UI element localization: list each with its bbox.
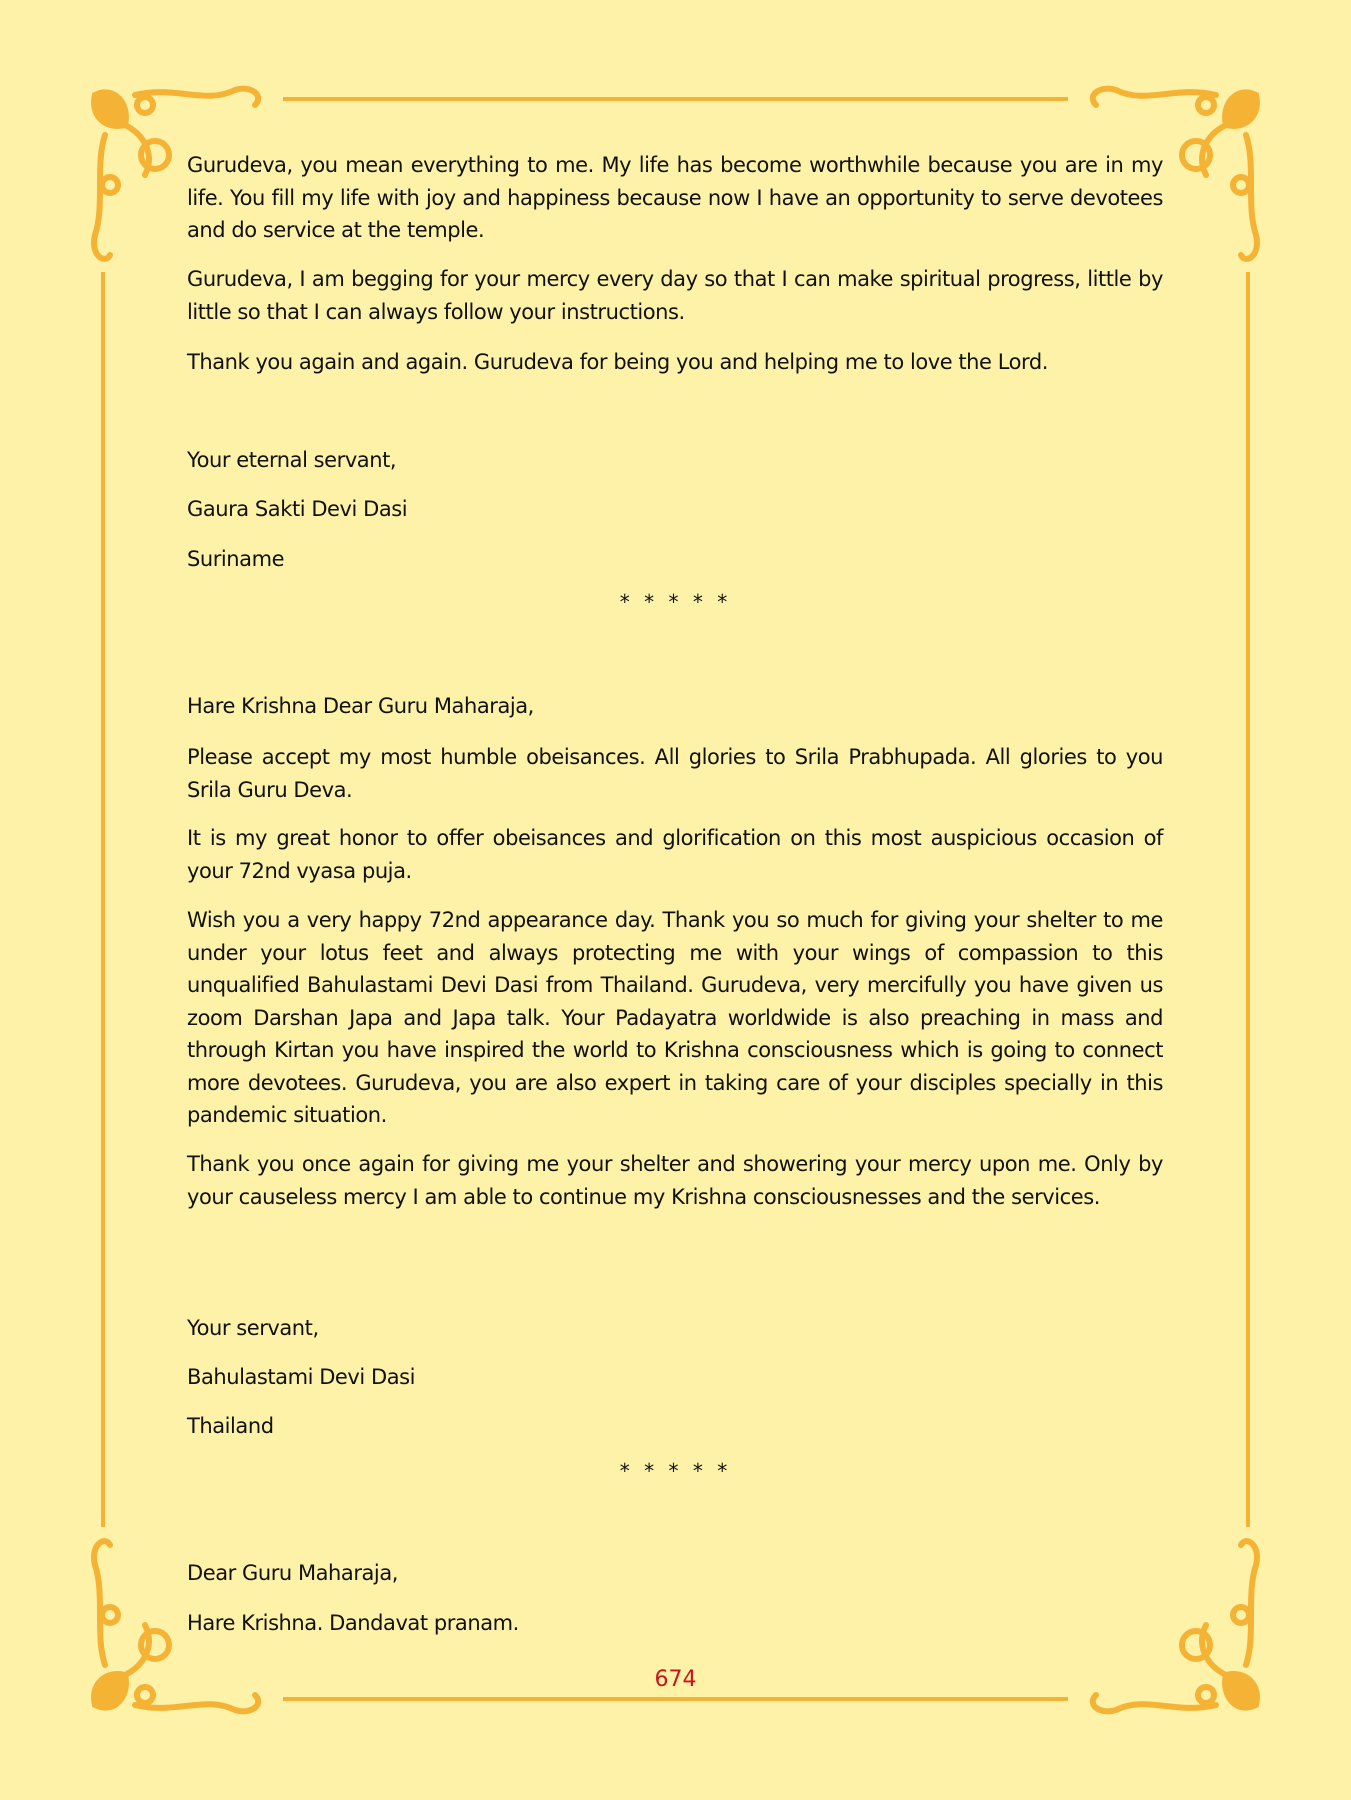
paragraph: Gurudeva, you mean everything to me. My life has become worthwhile because you are in my life. You fill my life with joy and happiness because now I have an opportunity to serve devotees and do service at the temple.: [187, 153, 1163, 242]
paragraph: Wish you a very happy 72nd appearance day. Thank you so much for giving your shelter to me under your lotus feet and always protecting me with your wings of compassion to this unqualified Bahulastami Devi Dasi from Thailand. Gurudeva, very mercifully you have given us zoom Darshan Japa and Japa talk. Your Padayatra worldwide is also preaching in mass and through Kirtan you have inspired the world to Krishna consciousness which is going to connect more devotees. Gurudeva, you are also expert in taking care of your disciples specially in this pandemic situation.: [187, 908, 1163, 1127]
paragraph: Hare Krishna. Dandavat pranam.: [187, 1611, 519, 1635]
paragraph: Gurudeva, I am begging for your mercy every day so that I can make spiritual progress, little by little so that I can always follow your instructions.: [187, 267, 1163, 324]
paragraph: Please accept my most humble obeisances. All glories to Srila Prabhupada. All glories to you Srila Guru Deva.: [187, 745, 1163, 802]
salutation: Dear Guru Maharaja,: [187, 1561, 398, 1585]
paragraph: Thank you again and again. Gurudeva for being you and helping me to love the Lord.: [187, 350, 1048, 374]
closing: Your servant,: [187, 1316, 319, 1340]
signature-country: Suriname: [187, 547, 285, 571]
border-top: [283, 97, 1068, 101]
border-bottom: [283, 1697, 1068, 1701]
border-right: [1246, 272, 1250, 1527]
signature-name: Gaura Sakti Devi Dasi: [187, 497, 408, 521]
closing: Your eternal servant,: [187, 448, 397, 472]
page-number: 674: [654, 1667, 697, 1692]
signature-name: Bahulastami Devi Dasi: [187, 1365, 415, 1389]
separator: * * * * *: [619, 590, 732, 614]
separator: * * * * *: [619, 1459, 732, 1483]
salutation: Hare Krishna Dear Guru Maharaja,: [187, 694, 534, 718]
paragraph: It is my great honor to offer obeisances and glorification on this most auspicious occasion of your 72nd vyasa puja.: [187, 826, 1163, 883]
border-left: [101, 272, 105, 1527]
signature-country: Thailand: [187, 1414, 274, 1438]
paragraph: Thank you once again for giving me your shelter and showering your mercy upon me. Only by your causeless mercy I am able to continue my Krishna consciousnesses and the services.: [187, 1152, 1163, 1209]
